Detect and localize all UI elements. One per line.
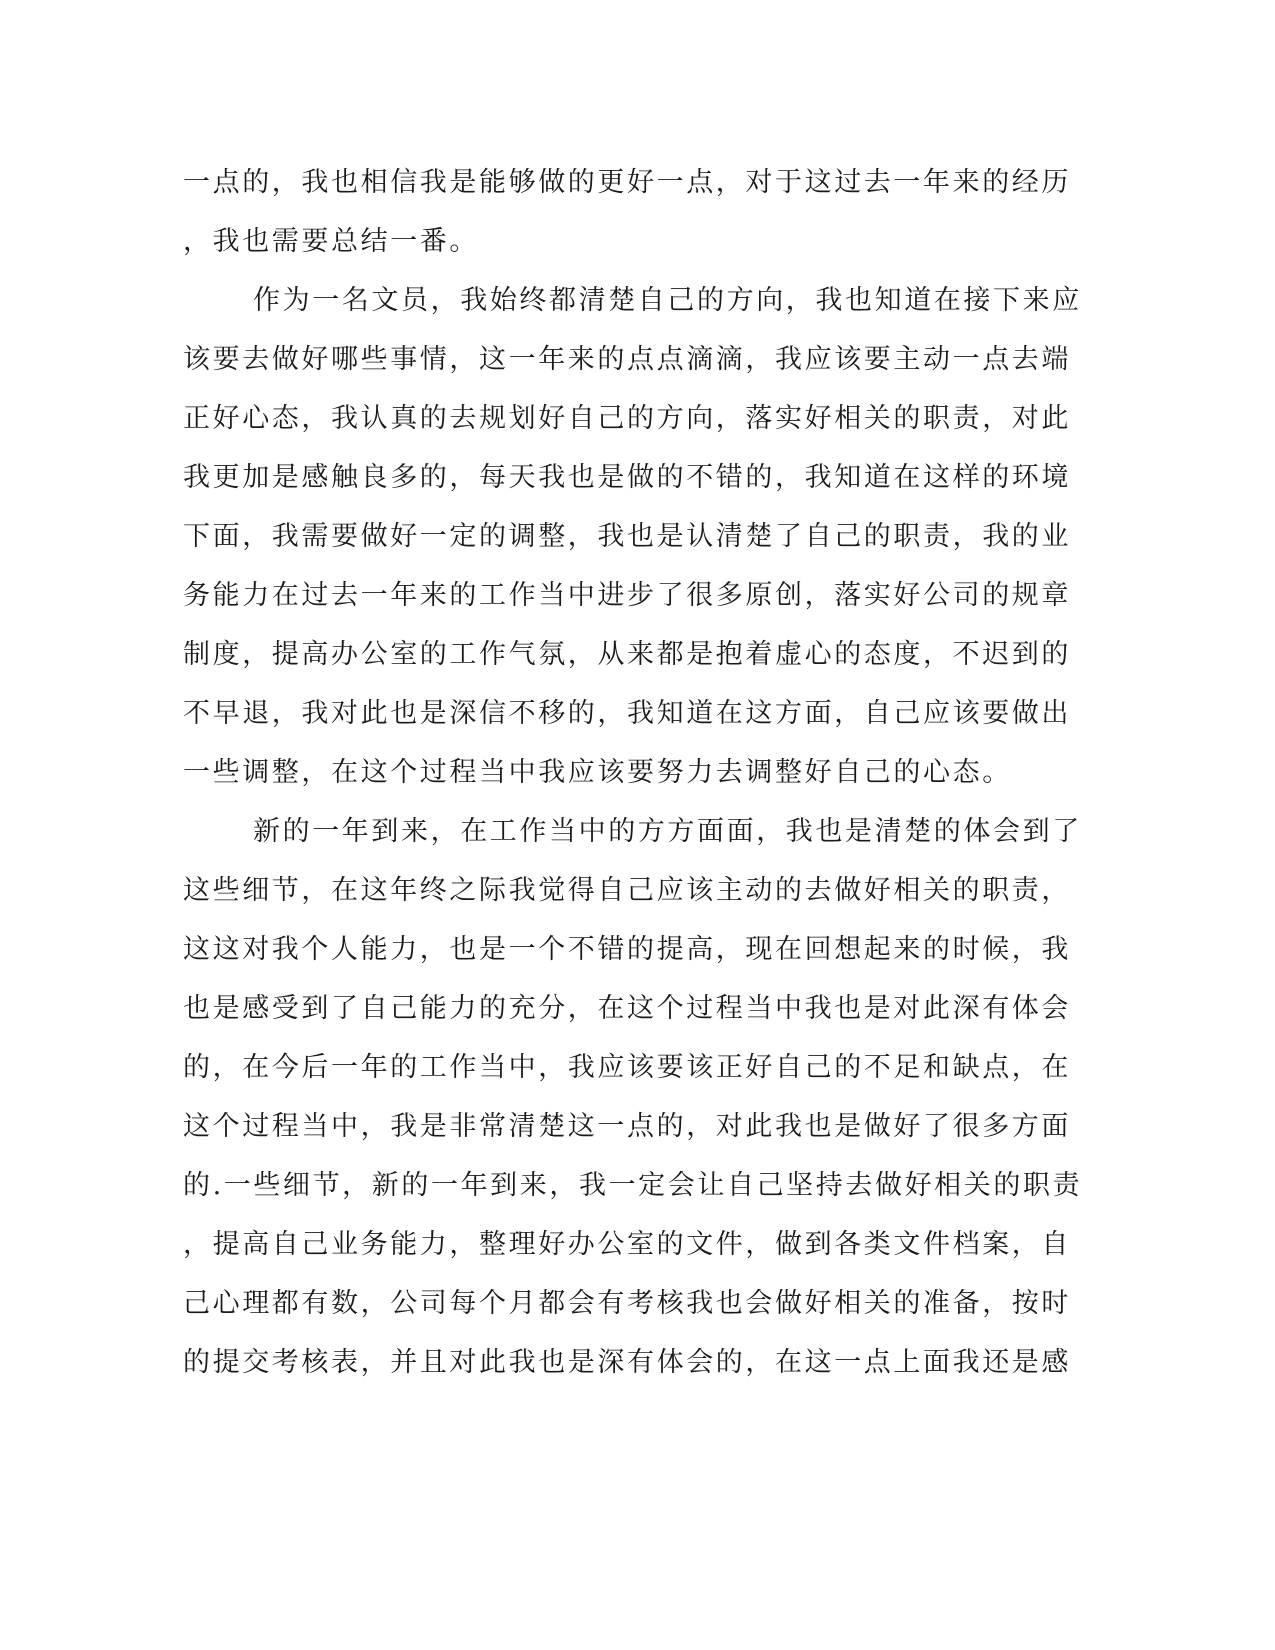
text-line: 不早退，我对此也是深信不移的，我知道在这方面，自己应该要做出 bbox=[183, 698, 1071, 729]
text-line: 己心理都有数，公司每个月都会有考核我也会做好相关的准备，按时 bbox=[183, 1288, 1071, 1319]
text-line: 一点的，我也相信我是能够做的更好一点，对于这过去一年来的经历 bbox=[183, 167, 1071, 198]
body-text bbox=[183, 160, 1083, 1399]
text-line: 正好心态，我认真的去规划好自己的方向，落实好相关的职责，对此 bbox=[183, 403, 1071, 434]
text-line: 也是感受到了自己能力的充分，在这个过程当中我也是对此深有体会 bbox=[183, 993, 1071, 1024]
text-line: 务能力在过去一年来的工作当中进步了很多原创，落实好公司的规章 bbox=[183, 580, 1071, 611]
text-line: ，提高自己业务能力，整理好办公室的文件，做到各类文件档案，自 bbox=[183, 1229, 1071, 1260]
text-line: 这个过程当中，我是非常清楚这一点的，对此我也是做好了很多方面 bbox=[183, 1111, 1071, 1142]
text-line: 的.一些细节，新的一年到来，我一定会让自己坚持去做好相关的职责 bbox=[183, 1170, 1083, 1201]
paragraph-start-line: 作为一名文员，我始终都清楚自己的方向，我也知道在接下来应 bbox=[253, 285, 1082, 316]
paragraph-start-line: 新的一年到来，在工作当中的方方面面，我也是清楚的体会到了 bbox=[253, 816, 1082, 847]
text-line: 该要去做好哪些事情，这一年来的点点滴滴，我应该要主动一点去端 bbox=[183, 344, 1071, 375]
text-line: 制度，提高办公室的工作气氛，从来都是抱着虚心的态度，不迟到的 bbox=[183, 639, 1071, 670]
text-line: 这这对我个人能力，也是一个不错的提高，现在回想起来的时候，我 bbox=[183, 934, 1071, 965]
text-line: 的提交考核表，并且对此我也是深有体会的，在这一点上面我还是感 bbox=[183, 1347, 1071, 1378]
text-line: 下面，我需要做好一定的调整，我也是认清楚了自己的职责，我的业 bbox=[183, 521, 1071, 552]
text-line: ，我也需要总结一番。 bbox=[183, 226, 479, 257]
text-line: 的，在今后一年的工作当中，我应该要该正好自己的不足和缺点，在 bbox=[183, 1052, 1071, 1083]
text-line: 一些调整，在这个过程当中我应该要努力去调整好自己的心态。 bbox=[183, 757, 1012, 788]
text-line: 我更加是感触良多的，每天我也是做的不错的，我知道在这样的环境 bbox=[183, 462, 1071, 493]
text-line: 这些细节，在这年终之际我觉得自己应该主动的去做好相关的职责， bbox=[183, 875, 1071, 906]
